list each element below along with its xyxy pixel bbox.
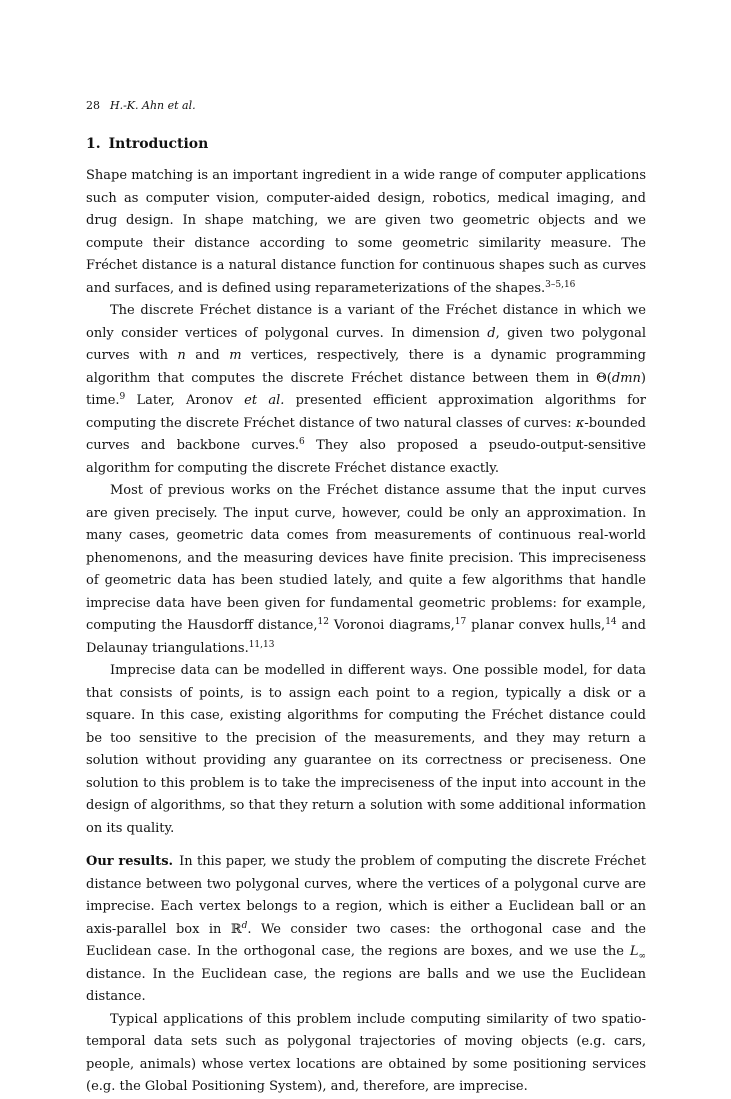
text-span: Typical applications of this problem include computing similarity of two spatio-temporal data sets such as polygonal trajectories of moving objects (e.g. cars, people, animals) whose vertex locations are obtained by some positioning services (e.g. the Global Positioning System), and, therefore, are imprecise. xyxy=(86,1011,646,1094)
citation: 12 xyxy=(317,617,329,627)
text-span: presented efficient approximation algorithms for computing the discrete Fréchet distance of two natural classes of curves: xyxy=(86,393,647,431)
text-span: ) time. xyxy=(86,370,646,408)
math-superscript: d xyxy=(241,920,248,931)
math-variable: κ xyxy=(575,415,585,431)
math-variable: dmn xyxy=(611,370,641,386)
math-variable: m xyxy=(229,348,242,363)
paragraph-6 xyxy=(86,1009,646,1099)
citation: 9 xyxy=(119,392,126,402)
text-span: Later, Aronov xyxy=(125,393,245,408)
text-span: vertices, respectively, there is a dynamic programming algorithm that computes the discrete Fréchet distance between them in Θ( xyxy=(86,348,646,386)
text-span: . We consider two cases: the orthogonal case and the Euclidean case. In the orthogonal case, the regions are boxes, and we use the xyxy=(86,921,646,959)
text-span: Voronoi diagrams, xyxy=(328,618,455,633)
section-heading xyxy=(86,134,646,154)
runin-heading: Our results. xyxy=(86,854,174,869)
running-head xyxy=(86,98,646,114)
text-span: Shape matching is an important ingredient in a wide range of computer applications such as computer vision, computer-aided design, robotics, medical imaging, and drug design. In shape matching, we are given two geometric objects and we compute their distance according to some geometric similarity measure. The Fréchet distance is a natural distance function for continuous shapes such as curves and surfaces, and is defined using reparameterizations of the shapes. xyxy=(86,168,646,296)
math-variable: L xyxy=(629,944,639,959)
page xyxy=(86,98,646,1099)
math-variable: n xyxy=(177,348,186,363)
text-span: and Delaunay triangulations. xyxy=(86,618,646,656)
math-symbol: ℝ xyxy=(230,921,242,937)
text-span: Imprecise data can be modelled in different ways. One possible model, for data that consists of points, is to assign each point to a region, typically a disk or a square. In this case, existing algorithms for computing the Fréchet distance could be too sensitive to the precision of the measurements, and they may return a solution without providing any guarantee on its correctness or preciseness. One solution to this problem is to take the impreciseness of the input into account in the design of algorithms, so that they return a solution with some additional information on its quality. xyxy=(86,663,646,836)
paragraph-3 xyxy=(86,480,646,660)
page-number: 28 xyxy=(86,99,100,112)
math-subscript: ∞ xyxy=(638,951,646,962)
citation: 6 xyxy=(299,437,305,447)
paragraph-1 xyxy=(86,165,646,300)
citation: 14 xyxy=(605,617,617,627)
math-variable: d xyxy=(487,325,496,341)
citation: 11,13 xyxy=(248,639,275,650)
text-span: and xyxy=(185,348,230,363)
text-span: planar convex hulls, xyxy=(466,618,606,633)
text-span: -bounded curves and backbone curves. xyxy=(86,415,646,453)
text-span: They also proposed a pseudo-output-sensitive algorithm for computing the discrete Fréchet distance exactly. xyxy=(86,438,646,476)
text-span: distance. In the Euclidean case, the regions are balls and we use the Euclidean distance. xyxy=(86,966,646,1004)
text-span: , given two polygonal curves with xyxy=(86,325,646,363)
citation: 17 xyxy=(454,617,467,627)
emphasis: et al. xyxy=(244,393,285,408)
running-head-authors: H.-K. Ahn et al. xyxy=(110,99,196,112)
text-span: Most of previous works on the Fréchet distance assume that the input curves are given precisely. The input curve, however, could be only an approximation. In many cases, geometric data comes from measurements of continuous real-world phenomenons, and the measuring devices have finite precision. This impreciseness of geometric data has been studied lately, and quite a few algorithms that handle imprecise data have been given for fundamental geometric problems: for example, computing the Hausdorff distance, xyxy=(86,483,646,633)
paragraph-4 xyxy=(86,660,646,840)
text-span: The discrete Fréchet distance is a variant of the Fréchet distance in which we only consider vertices of polygonal curves. In dimension xyxy=(86,303,646,341)
text-span: In this paper, we study the problem of computing the discrete Fréchet distance between two polygonal curves, where the vertices of a polygonal curve are imprecise. Each vertex belongs to a region, which is either a Euclidean ball or an axis-parallel box in xyxy=(86,854,646,937)
paragraph-5 xyxy=(86,851,646,1009)
citation: 3–5,16 xyxy=(545,279,576,290)
section-title: Introduction xyxy=(108,136,209,152)
section-number: 1. xyxy=(86,136,101,152)
paragraph-2 xyxy=(86,300,646,480)
